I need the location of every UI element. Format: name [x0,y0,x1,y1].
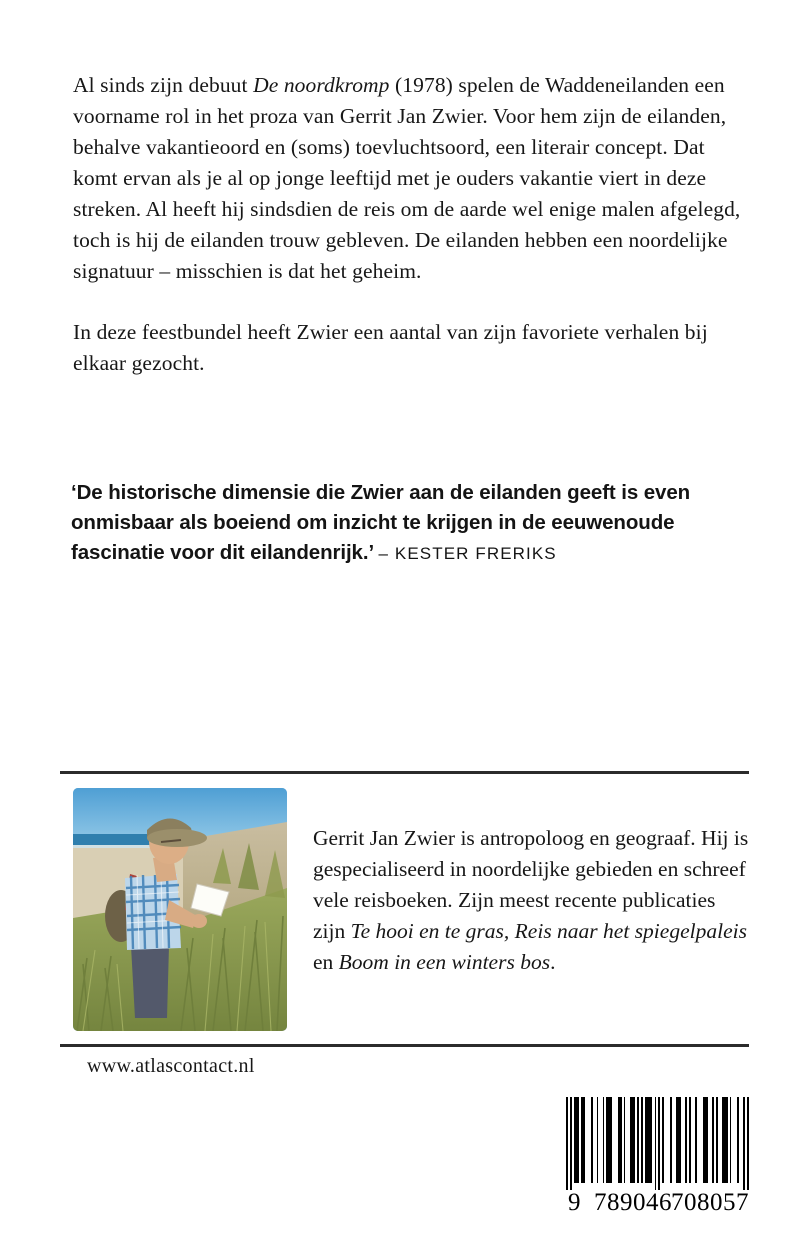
recent-titles-2: Boom in een winters bos [338,950,551,974]
blurb-paragraph-2: In deze feestbundel heeft Zwier een aantal van zijn favoriete verhalen bij elkaar gezocht. [73,320,708,375]
barcode-bar [603,1097,605,1183]
barcode-bar [703,1097,709,1183]
barcode-bar [641,1097,643,1183]
barcode-bar [722,1097,728,1183]
barcode-bar [574,1097,580,1183]
isbn-lead-digit: 9 [568,1189,581,1216]
barcode-bar [695,1097,697,1183]
barcode-bar [743,1097,745,1190]
barcode-bar [662,1097,664,1183]
barcode-digits [566,1189,749,1217]
barcode-bar [566,1097,568,1190]
pull-quote-attribution: – KESTER FRERIKS [378,544,557,563]
barcode-bar [570,1097,572,1190]
author-bio [313,823,749,978]
isbn-left-group: 789046 [594,1189,672,1216]
barcode-bar [581,1097,585,1183]
barcode-bars [566,1097,749,1190]
pull-quote [71,478,749,568]
divider-bottom [60,1044,749,1047]
barcode-bar [670,1097,672,1183]
barcode-bar [630,1097,636,1183]
barcode-bar [591,1097,593,1183]
barcode-bar [712,1097,714,1183]
barcode-bar [618,1097,622,1183]
barcode-bar [730,1097,732,1183]
barcode-bar [747,1097,749,1190]
blurb-paragraph-1 [73,70,749,287]
barcode-bar [685,1097,687,1183]
pull-quote-text: ‘De historische dimensie die Zwier aan de eilanden geeft is even onmisbaar als boeiend om inzicht te krijgen in de eeuwenoude fascinatie voor dit eilandenrijk.’ [71,481,691,564]
isbn-barcode [566,1097,749,1222]
barcode-bar [658,1097,660,1190]
barcode-bar [716,1097,718,1183]
barcode-bar [645,1097,652,1183]
barcode-bar [655,1097,657,1190]
blurb-p1-lead: Al sinds zijn debuut [73,73,254,97]
author-photo [73,788,287,1031]
barcode-bar [689,1097,691,1183]
recent-titles-1: Te hooi en te gras, Reis naar het spiegelpaleis [350,919,747,943]
author-bio-end: . [550,950,556,974]
publisher-website[interactable]: www.atlascontact.nl [87,1055,255,1077]
blurb-p1-rest: (1978) spelen de Waddeneilanden een voorname rol in het proza van Gerrit Jan Zwier. Voor hem zijn de eilanden, behalve vakantieoord en (soms) toevluchtsoord, een literair concept. Dat komt ervan als je al op jonge leeftijd met je ouders vakantie viert in deze streken. Al heeft hij sindsdien de reis om de aarde wel enige malen afgelegd, toch is hij de eilanden trouw gebleven. De eilanden hebben een noordelijke signatuur – misschien is dat het geheim. [73,73,741,283]
divider-top [60,771,749,774]
book-title-noordkromp: De noordkromp [253,73,390,97]
barcode-bar [637,1097,639,1183]
isbn-right-group: 708057 [671,1189,749,1216]
barcode-bar [597,1097,599,1183]
barcode-bar [624,1097,626,1183]
author-photo-illustration [73,788,287,1031]
barcode-bar [737,1097,739,1183]
author-bio-conjunction: en [313,950,339,974]
author-bio-lead: Gerrit Jan Zwier is antropoloog en geograaf. Hij is gespecialiseerd in noordelijke gebieden en schreef vele reisboeken. Zijn meest recente publicaties zijn [313,826,749,943]
barcode-bar [676,1097,682,1183]
barcode-bar [606,1097,612,1183]
blurb-text [73,70,749,379]
